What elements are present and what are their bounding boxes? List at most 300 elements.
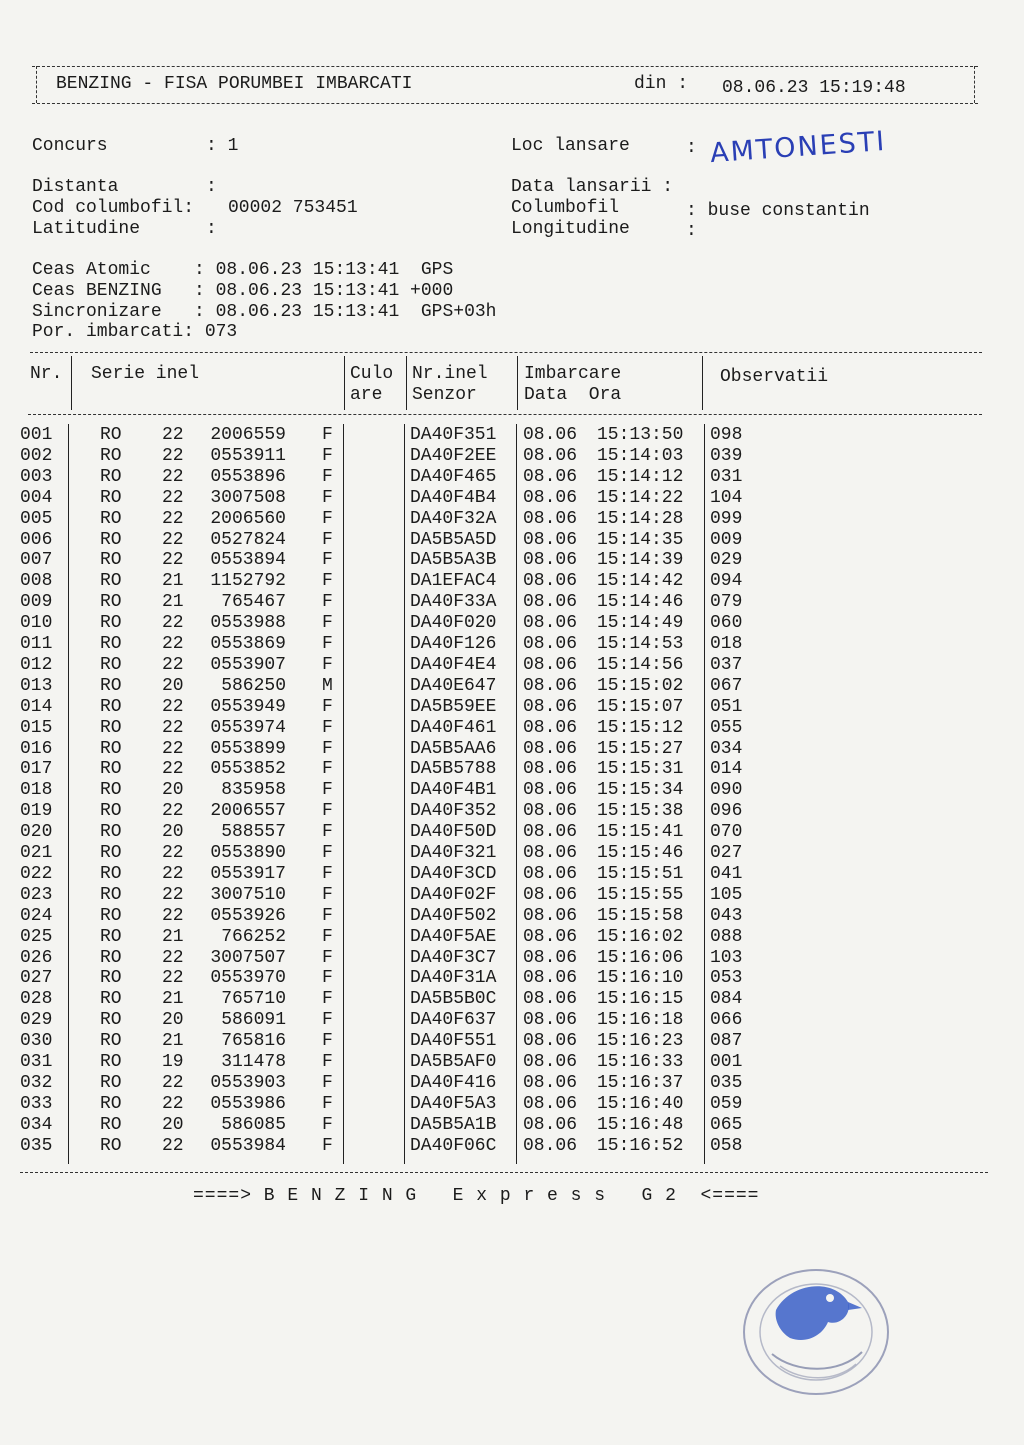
cell-sex: F — [322, 843, 333, 863]
table-row — [20, 906, 760, 927]
cell-obs: 053 — [710, 968, 743, 989]
cell-date: 08.06 — [523, 529, 578, 550]
cell-yr: 22 — [162, 445, 184, 466]
cell-yr: 22 — [162, 1093, 184, 1114]
cell-time: 15:15:46 — [597, 843, 684, 863]
cell-cc: RO — [100, 947, 122, 968]
footer-banner: ====> B E N Z I N G E x p r e s s G 2 <==== — [193, 1186, 760, 1206]
cell-cc: RO — [100, 863, 122, 884]
cell-num: 0553970 — [210, 968, 286, 989]
cell-time: 15:15:27 — [597, 738, 684, 759]
cell-cc: RO — [100, 1052, 122, 1072]
cell-nr: 028 — [20, 989, 53, 1010]
cell-num: 0553890 — [210, 843, 286, 863]
loc-lansare-handwritten: AMTONESTI — [709, 125, 888, 170]
cell-sen: DA40F5A3 — [410, 1093, 497, 1114]
cell-sex: F — [322, 466, 333, 487]
cell-time: 15:14:35 — [597, 529, 684, 550]
table-row — [20, 822, 760, 843]
header-divider-culoare — [406, 356, 407, 410]
table-row — [20, 989, 760, 1010]
cell-date: 08.06 — [523, 738, 578, 759]
table-row — [20, 613, 760, 634]
cell-nr: 030 — [20, 1031, 53, 1052]
cell-num: 0553911 — [210, 445, 286, 466]
cell-num: 0553899 — [210, 738, 286, 759]
cell-num: 0553917 — [210, 863, 286, 884]
sincronizare-line: Sincronizare : 08.06.23 15:13:41 GPS+03h — [32, 302, 497, 322]
cell-cc: RO — [100, 613, 122, 634]
table-row — [20, 1031, 760, 1052]
cell-sex: F — [322, 884, 333, 905]
table-row — [20, 655, 760, 676]
cell-nr: 011 — [20, 634, 53, 654]
cell-date: 08.06 — [523, 717, 578, 738]
cell-time: 15:14:39 — [597, 550, 684, 571]
porumbei-imbarcati-line: Por. imbarcati: 073 — [32, 322, 238, 342]
cell-yr: 22 — [162, 634, 184, 654]
cell-sen: DA40F31A — [410, 968, 497, 989]
cell-yr: 22 — [162, 508, 184, 529]
cell-sen: DA40F4B4 — [410, 487, 497, 508]
cell-time: 15:16:40 — [597, 1093, 684, 1114]
cell-time: 15:16:10 — [597, 968, 684, 989]
cell-sen: DA5B5AA6 — [410, 738, 497, 759]
cell-obs: 103 — [710, 947, 743, 968]
cell-nr: 032 — [20, 1072, 53, 1093]
cell-sen: DA40F3CD — [410, 863, 497, 884]
cell-yr: 22 — [162, 759, 184, 780]
cell-time: 15:15:34 — [597, 780, 684, 801]
cod-columbofil-value: 00002 753451 — [228, 198, 358, 218]
cell-nr: 001 — [20, 425, 53, 445]
cell-cc: RO — [100, 571, 122, 592]
cell-sex: F — [322, 1031, 333, 1052]
cell-nr: 007 — [20, 550, 53, 571]
cell-yr: 22 — [162, 466, 184, 487]
cell-sen: DA5B5788 — [410, 759, 497, 780]
cell-num: 0553949 — [210, 696, 286, 717]
cell-sen: DA5B5A3B — [410, 550, 497, 571]
cell-date: 08.06 — [523, 863, 578, 884]
cell-sex: F — [322, 1135, 333, 1156]
cell-num: 3007507 — [210, 947, 286, 968]
cell-cc: RO — [100, 1031, 122, 1052]
table-row — [20, 801, 760, 822]
cell-obs: 001 — [710, 1052, 743, 1072]
table-row — [20, 509, 760, 530]
cell-yr: 19 — [162, 1052, 184, 1072]
cell-cc: RO — [100, 634, 122, 654]
cell-nr: 017 — [20, 759, 53, 780]
table-row — [20, 1136, 760, 1157]
cell-yr: 22 — [162, 1072, 184, 1093]
cell-nr: 009 — [20, 592, 53, 613]
cell-num: 0553988 — [210, 613, 286, 634]
cell-yr: 22 — [162, 717, 184, 738]
cell-time: 15:15:38 — [597, 801, 684, 822]
latitudine-label: Latitudine — [32, 219, 141, 239]
cell-sex: F — [322, 634, 333, 654]
cell-num: 0553907 — [210, 654, 286, 675]
cell-date: 08.06 — [523, 466, 578, 487]
cell-obs: 096 — [710, 801, 743, 822]
cell-cc: RO — [100, 487, 122, 508]
table-row — [20, 968, 760, 989]
cell-obs: 087 — [710, 1031, 743, 1052]
column-header-nr-inel: Nr.inel — [412, 364, 488, 384]
cell-num: 0553986 — [210, 1093, 286, 1114]
cell-nr: 014 — [20, 696, 53, 717]
cell-nr: 027 — [20, 968, 53, 989]
cell-yr: 22 — [162, 487, 184, 508]
table-row — [20, 697, 760, 718]
cell-nr: 010 — [20, 613, 53, 634]
cell-cc: RO — [100, 466, 122, 487]
cell-cc: RO — [100, 780, 122, 801]
cell-yr: 20 — [162, 675, 184, 696]
cell-yr: 22 — [162, 863, 184, 884]
column-header-data-ora: Data Ora — [524, 385, 622, 405]
cell-time: 15:14:46 — [597, 592, 684, 613]
cell-time: 15:13:50 — [597, 425, 684, 445]
cell-yr: 22 — [162, 843, 184, 863]
table-row — [20, 739, 760, 760]
cell-sen: DA40F06C — [410, 1135, 497, 1156]
cell-nr: 008 — [20, 571, 53, 592]
header-divider-serie — [344, 356, 345, 410]
cell-yr: 22 — [162, 884, 184, 905]
cell-nr: 003 — [20, 466, 53, 487]
cell-num: 2006557 — [210, 801, 286, 822]
table-row — [20, 1073, 760, 1094]
cell-sex: F — [322, 508, 333, 529]
din-value: 08.06.23 15:19:48 — [722, 78, 906, 98]
cell-sex: F — [322, 592, 333, 613]
cell-sex: M — [322, 675, 333, 696]
cell-cc: RO — [100, 550, 122, 571]
cell-num: 586091 — [221, 1010, 286, 1031]
cell-yr: 22 — [162, 1135, 184, 1156]
cell-sen: DA40F461 — [410, 717, 497, 738]
cell-sen: DA40F4E4 — [410, 654, 497, 675]
cell-time: 15:15:31 — [597, 759, 684, 780]
cell-cc: RO — [100, 843, 122, 863]
cell-sen: DA1EFAC4 — [410, 571, 497, 592]
cell-time: 15:14:03 — [597, 445, 684, 466]
cell-sex: F — [322, 1052, 333, 1072]
cell-num: 0553974 — [210, 717, 286, 738]
cell-obs: 090 — [710, 780, 743, 801]
table-row — [20, 948, 760, 969]
cell-nr: 012 — [20, 654, 53, 675]
cell-cc: RO — [100, 1135, 122, 1156]
cell-nr: 022 — [20, 863, 53, 884]
cell-nr: 033 — [20, 1093, 53, 1114]
cell-sex: F — [322, 738, 333, 759]
cell-nr: 024 — [20, 905, 53, 926]
cell-cc: RO — [100, 675, 122, 696]
cell-sen: DA40F2EE — [410, 445, 497, 466]
cell-num: 0553896 — [210, 466, 286, 487]
header-bottom-border — [32, 103, 978, 104]
cell-time: 15:16:18 — [597, 1010, 684, 1031]
cell-time: 15:15:02 — [597, 675, 684, 696]
din-label: din : — [634, 74, 689, 94]
cell-obs: 098 — [710, 425, 743, 445]
cod-columbofil-label: Cod columbofil: — [32, 198, 195, 218]
cell-sen: DA40F502 — [410, 905, 497, 926]
cell-nr: 018 — [20, 780, 53, 801]
cell-obs: 099 — [710, 508, 743, 529]
cell-cc: RO — [100, 926, 122, 947]
cell-sen: DA40F321 — [410, 843, 497, 863]
cell-sex: F — [322, 947, 333, 968]
cell-date: 08.06 — [523, 780, 578, 801]
cell-sex: F — [322, 445, 333, 466]
cell-cc: RO — [100, 1114, 122, 1135]
cell-sex: F — [322, 1093, 333, 1114]
cell-sex: F — [322, 1114, 333, 1135]
cell-sen: DA40F465 — [410, 466, 497, 487]
cell-nr: 023 — [20, 884, 53, 905]
cell-obs: 041 — [710, 863, 743, 884]
cell-sen: DA40F32A — [410, 508, 497, 529]
cell-cc: RO — [100, 654, 122, 675]
cell-obs: 055 — [710, 717, 743, 738]
cell-yr: 22 — [162, 738, 184, 759]
cell-sen: DA40F02F — [410, 884, 497, 905]
cell-yr: 22 — [162, 654, 184, 675]
cell-date: 08.06 — [523, 675, 578, 696]
table-row — [20, 1010, 760, 1031]
cell-nr: 031 — [20, 1052, 53, 1072]
table-row — [20, 550, 760, 571]
cell-cc: RO — [100, 529, 122, 550]
cell-time: 15:14:12 — [597, 466, 684, 487]
ceas-benzing-line: Ceas BENZING : 08.06.23 15:13:41 +000 — [32, 281, 454, 301]
cell-sex: F — [322, 1010, 333, 1031]
cell-num: 765816 — [221, 1031, 286, 1052]
cell-obs: 070 — [710, 822, 743, 843]
cell-time: 15:15:41 — [597, 822, 684, 843]
cell-date: 08.06 — [523, 947, 578, 968]
cell-cc: RO — [100, 425, 122, 445]
cell-nr: 019 — [20, 801, 53, 822]
cell-num: 0553869 — [210, 634, 286, 654]
cell-num: 766252 — [221, 926, 286, 947]
cell-date: 08.06 — [523, 508, 578, 529]
cell-date: 08.06 — [523, 759, 578, 780]
cell-cc: RO — [100, 592, 122, 613]
cell-date: 08.06 — [523, 926, 578, 947]
cell-time: 15:16:52 — [597, 1135, 684, 1156]
cell-num: 765467 — [221, 592, 286, 613]
table-row — [20, 467, 760, 488]
cell-date: 08.06 — [523, 696, 578, 717]
cell-sen: DA5B5AF0 — [410, 1052, 497, 1072]
ceas-atomic-line: Ceas Atomic : 08.06.23 15:13:41 GPS — [32, 260, 454, 280]
cell-sen: DA40F352 — [410, 801, 497, 822]
cell-num: 0553894 — [210, 550, 286, 571]
cell-num: 3007510 — [210, 884, 286, 905]
cell-sex: F — [322, 571, 333, 592]
cell-num: 2006560 — [210, 508, 286, 529]
table-row — [20, 885, 760, 906]
concurs-label: Concurs — [32, 136, 108, 156]
cell-cc: RO — [100, 508, 122, 529]
cell-time: 15:15:07 — [597, 696, 684, 717]
cell-time: 15:14:53 — [597, 634, 684, 654]
cell-obs: 060 — [710, 613, 743, 634]
cell-date: 08.06 — [523, 989, 578, 1010]
cell-num: 765710 — [221, 989, 286, 1010]
table-bottom-border — [20, 1172, 988, 1173]
cell-obs: 104 — [710, 487, 743, 508]
cell-obs: 059 — [710, 1093, 743, 1114]
cell-sex: F — [322, 425, 333, 445]
columbofil-label: Columbofil — [511, 198, 620, 218]
table-row — [20, 634, 760, 655]
cell-sex: F — [322, 968, 333, 989]
cell-time: 15:14:49 — [597, 613, 684, 634]
cell-nr: 006 — [20, 529, 53, 550]
cell-num: 1152792 — [210, 571, 286, 592]
cell-date: 08.06 — [523, 613, 578, 634]
cell-yr: 20 — [162, 780, 184, 801]
cell-yr: 21 — [162, 926, 184, 947]
cell-date: 08.06 — [523, 1093, 578, 1114]
header-divider-senzor — [517, 356, 518, 410]
longitudine-label: Longitudine — [511, 219, 630, 239]
cell-sex: F — [322, 654, 333, 675]
cell-date: 08.06 — [523, 654, 578, 675]
column-header-culoare-1: Culo — [350, 364, 394, 384]
cell-date: 08.06 — [523, 822, 578, 843]
cell-sex: F — [322, 905, 333, 926]
cell-obs: 027 — [710, 843, 743, 863]
latitudine-value: : — [206, 219, 217, 239]
table-row — [20, 864, 760, 885]
pigeon-stamp-icon — [736, 1262, 896, 1402]
cell-date: 08.06 — [523, 445, 578, 466]
cell-sen: DA40F3C7 — [410, 947, 497, 968]
cell-obs: 058 — [710, 1135, 743, 1156]
cell-date: 08.06 — [523, 801, 578, 822]
cell-date: 08.06 — [523, 1135, 578, 1156]
cell-sex: F — [322, 529, 333, 550]
cell-time: 15:16:37 — [597, 1072, 684, 1093]
cell-sen: DA40F33A — [410, 592, 497, 613]
cell-num: 586250 — [221, 675, 286, 696]
table-row — [20, 425, 760, 446]
cell-obs: 094 — [710, 571, 743, 592]
table-header-top-border — [30, 352, 982, 353]
table-row — [20, 676, 760, 697]
cell-sex: F — [322, 759, 333, 780]
concurs-value: : 1 — [206, 136, 239, 156]
cell-date: 08.06 — [523, 571, 578, 592]
table-row — [20, 530, 760, 551]
cell-time: 15:14:42 — [597, 571, 684, 592]
cell-sen: DA40F4B1 — [410, 780, 497, 801]
cell-sen: DA40F351 — [410, 425, 497, 445]
cell-yr: 20 — [162, 1114, 184, 1135]
cell-num: 3007508 — [210, 487, 286, 508]
cell-nr: 015 — [20, 717, 53, 738]
column-header-observatii: Observatii — [720, 367, 829, 387]
cell-time: 15:15:58 — [597, 905, 684, 926]
table-row — [20, 592, 760, 613]
table-row — [20, 927, 760, 948]
cell-date: 08.06 — [523, 1031, 578, 1052]
table-row — [20, 446, 760, 467]
cell-sen: DA40F126 — [410, 634, 497, 654]
cell-cc: RO — [100, 696, 122, 717]
cell-num: 2006559 — [210, 425, 286, 445]
cell-num: 0527824 — [210, 529, 286, 550]
cell-obs: 088 — [710, 926, 743, 947]
cell-cc: RO — [100, 445, 122, 466]
cell-obs: 034 — [710, 738, 743, 759]
column-header-culoare-2: are — [350, 385, 383, 405]
header-divider-nr — [71, 356, 72, 410]
cell-sex: F — [322, 613, 333, 634]
table-row — [20, 1115, 760, 1136]
cell-sex: F — [322, 801, 333, 822]
cell-yr: 21 — [162, 1031, 184, 1052]
table-row — [20, 780, 760, 801]
cell-date: 08.06 — [523, 550, 578, 571]
cell-num: 586085 — [221, 1114, 286, 1135]
cell-obs: 037 — [710, 654, 743, 675]
cell-yr: 22 — [162, 801, 184, 822]
cell-sex: F — [322, 550, 333, 571]
cell-sen: DA40F5AE — [410, 926, 497, 947]
cell-sex: F — [322, 989, 333, 1010]
cell-obs: 066 — [710, 1010, 743, 1031]
cell-yr: 22 — [162, 613, 184, 634]
cell-sex: F — [322, 863, 333, 884]
cell-date: 08.06 — [523, 487, 578, 508]
report-title: BENZING - FISA PORUMBEI IMBARCATI — [56, 74, 413, 94]
cell-yr: 22 — [162, 696, 184, 717]
longitudine-value: : — [686, 221, 697, 241]
cell-sen: DA40E647 — [410, 675, 497, 696]
cell-cc: RO — [100, 968, 122, 989]
cell-nr: 002 — [20, 445, 53, 466]
cell-date: 08.06 — [523, 425, 578, 445]
table-row — [20, 488, 760, 509]
cell-obs: 051 — [710, 696, 743, 717]
cell-obs: 084 — [710, 989, 743, 1010]
cell-yr: 22 — [162, 425, 184, 445]
cell-date: 08.06 — [523, 634, 578, 654]
cell-date: 08.06 — [523, 905, 578, 926]
cell-sen: DA40F416 — [410, 1072, 497, 1093]
cell-nr: 025 — [20, 926, 53, 947]
header-top-border — [32, 66, 978, 67]
cell-nr: 035 — [20, 1135, 53, 1156]
cell-num: 0553852 — [210, 759, 286, 780]
cell-num: 588557 — [221, 822, 286, 843]
cell-cc: RO — [100, 822, 122, 843]
cell-obs: 105 — [710, 884, 743, 905]
cell-nr: 004 — [20, 487, 53, 508]
cell-yr: 20 — [162, 1010, 184, 1031]
cell-sex: F — [322, 717, 333, 738]
cell-date: 08.06 — [523, 884, 578, 905]
